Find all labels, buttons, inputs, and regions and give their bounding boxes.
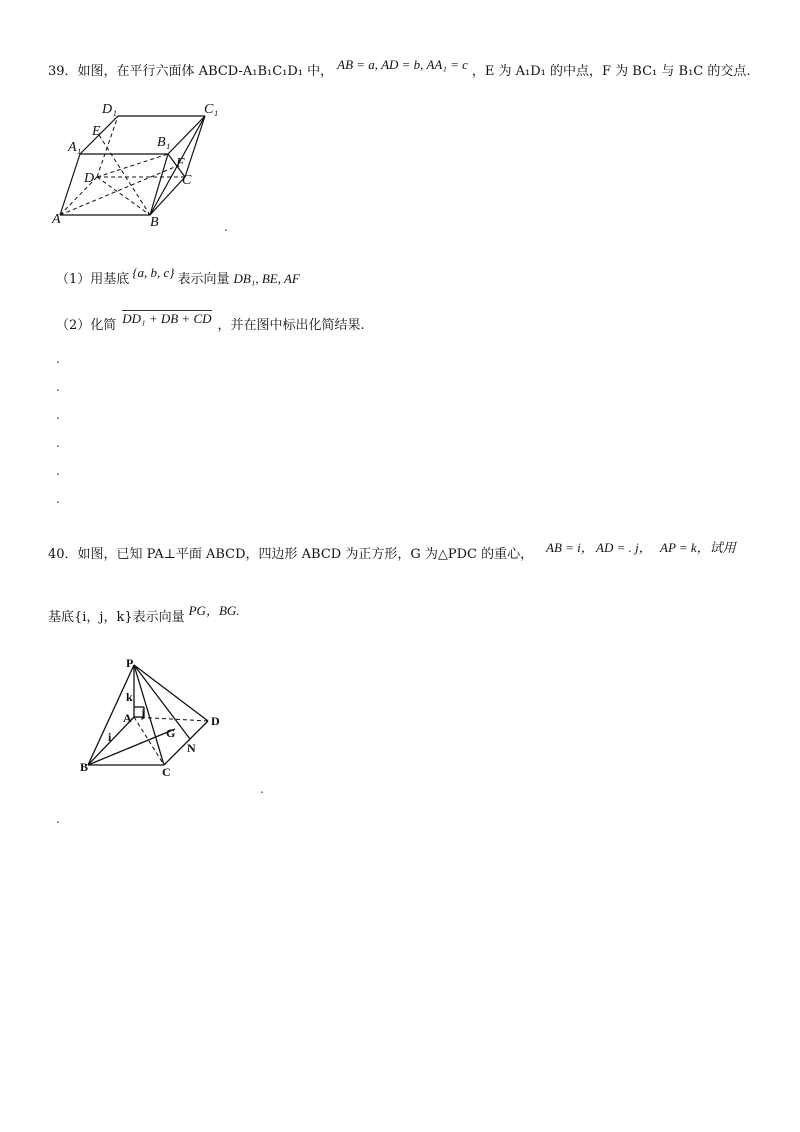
- label-C1: C₁: [204, 102, 219, 117]
- label-j: j: [141, 706, 145, 720]
- q39-parallelepiped-figure: [40, 95, 240, 235]
- label-D: D: [84, 171, 95, 186]
- q40-text1: 如图，已知 PA⊥平面 ABCD，四边形 ABCD 为正方形，G 为△PDC 的重心，: [77, 547, 534, 562]
- label-C40: C: [162, 765, 171, 779]
- label-P: P: [126, 656, 134, 670]
- q39-part1-mid: 表示向量: [177, 272, 230, 287]
- q39-part2: [56, 311, 365, 333]
- blank-dot-4: .: [56, 436, 60, 450]
- label-i: i: [108, 730, 112, 744]
- blank-dot-7: .: [260, 782, 264, 796]
- q39-statement: [48, 57, 751, 79]
- q39-part2-prefix: （2）化简: [56, 318, 117, 333]
- q40-statement-line2: [48, 603, 240, 625]
- blank-dot-1: .: [56, 352, 60, 366]
- q39-conditions: ，E 为 A₁D₁ 的中点，F 为 BC₁ 与 B₁C 的交点.: [471, 64, 751, 79]
- q39-given-vectors: AB = a, AD = b, AA₁ = c: [337, 57, 468, 72]
- label-N: N: [187, 741, 196, 755]
- blank-dot-6: .: [56, 492, 60, 506]
- q39-number: 39．: [48, 64, 78, 79]
- blank-dot-5: .: [56, 464, 60, 478]
- label-A40: A: [123, 711, 132, 725]
- label-D1: D₁: [102, 102, 117, 117]
- label-D40: D: [211, 714, 220, 728]
- label-A: A: [52, 212, 61, 227]
- blank-dot-2: .: [56, 380, 60, 394]
- q40-given-i: AB = i，: [546, 540, 594, 555]
- label-C: C: [182, 173, 192, 188]
- q40-number: 40．: [48, 547, 78, 562]
- label-k: k: [126, 690, 133, 704]
- label-G: G: [166, 726, 176, 740]
- q40-vectors: PG，BG.: [188, 603, 240, 618]
- q40-given-j: AD = . j，: [596, 540, 652, 555]
- label-A1: A₁: [68, 140, 82, 155]
- label-B: B: [150, 215, 159, 230]
- stray-dot: .: [224, 220, 228, 234]
- q39-part2-expression: DD₁ + DB + CD: [122, 311, 212, 326]
- label-B40: B: [80, 760, 89, 774]
- q39-part1-basis: {a, b, c}: [132, 265, 175, 280]
- q40-pyramid-figure: [78, 655, 238, 780]
- q39-part1-vectors: DB₁, BE, AF: [233, 271, 300, 286]
- q39-part1-prefix: （1）用基底: [56, 272, 130, 287]
- blank-dot-3: .: [56, 408, 60, 422]
- label-F: F: [176, 156, 185, 171]
- q40-statement-line1: [48, 543, 533, 562]
- label-B1: B₁: [157, 135, 171, 150]
- q40-given-k: AP = k，试用: [660, 540, 736, 555]
- q39-intro: 如图，在平行六面体 ABCD-A₁B₁C₁D₁ 中，: [77, 64, 334, 79]
- q39-part1: [56, 265, 300, 287]
- blank-dot-8: .: [56, 812, 60, 826]
- q39-part2-suffix: ，并在图中标出化简结果.: [217, 318, 365, 333]
- label-E: E: [92, 124, 101, 139]
- q40-text2: 基底{i，j，k}表示向量: [48, 610, 185, 625]
